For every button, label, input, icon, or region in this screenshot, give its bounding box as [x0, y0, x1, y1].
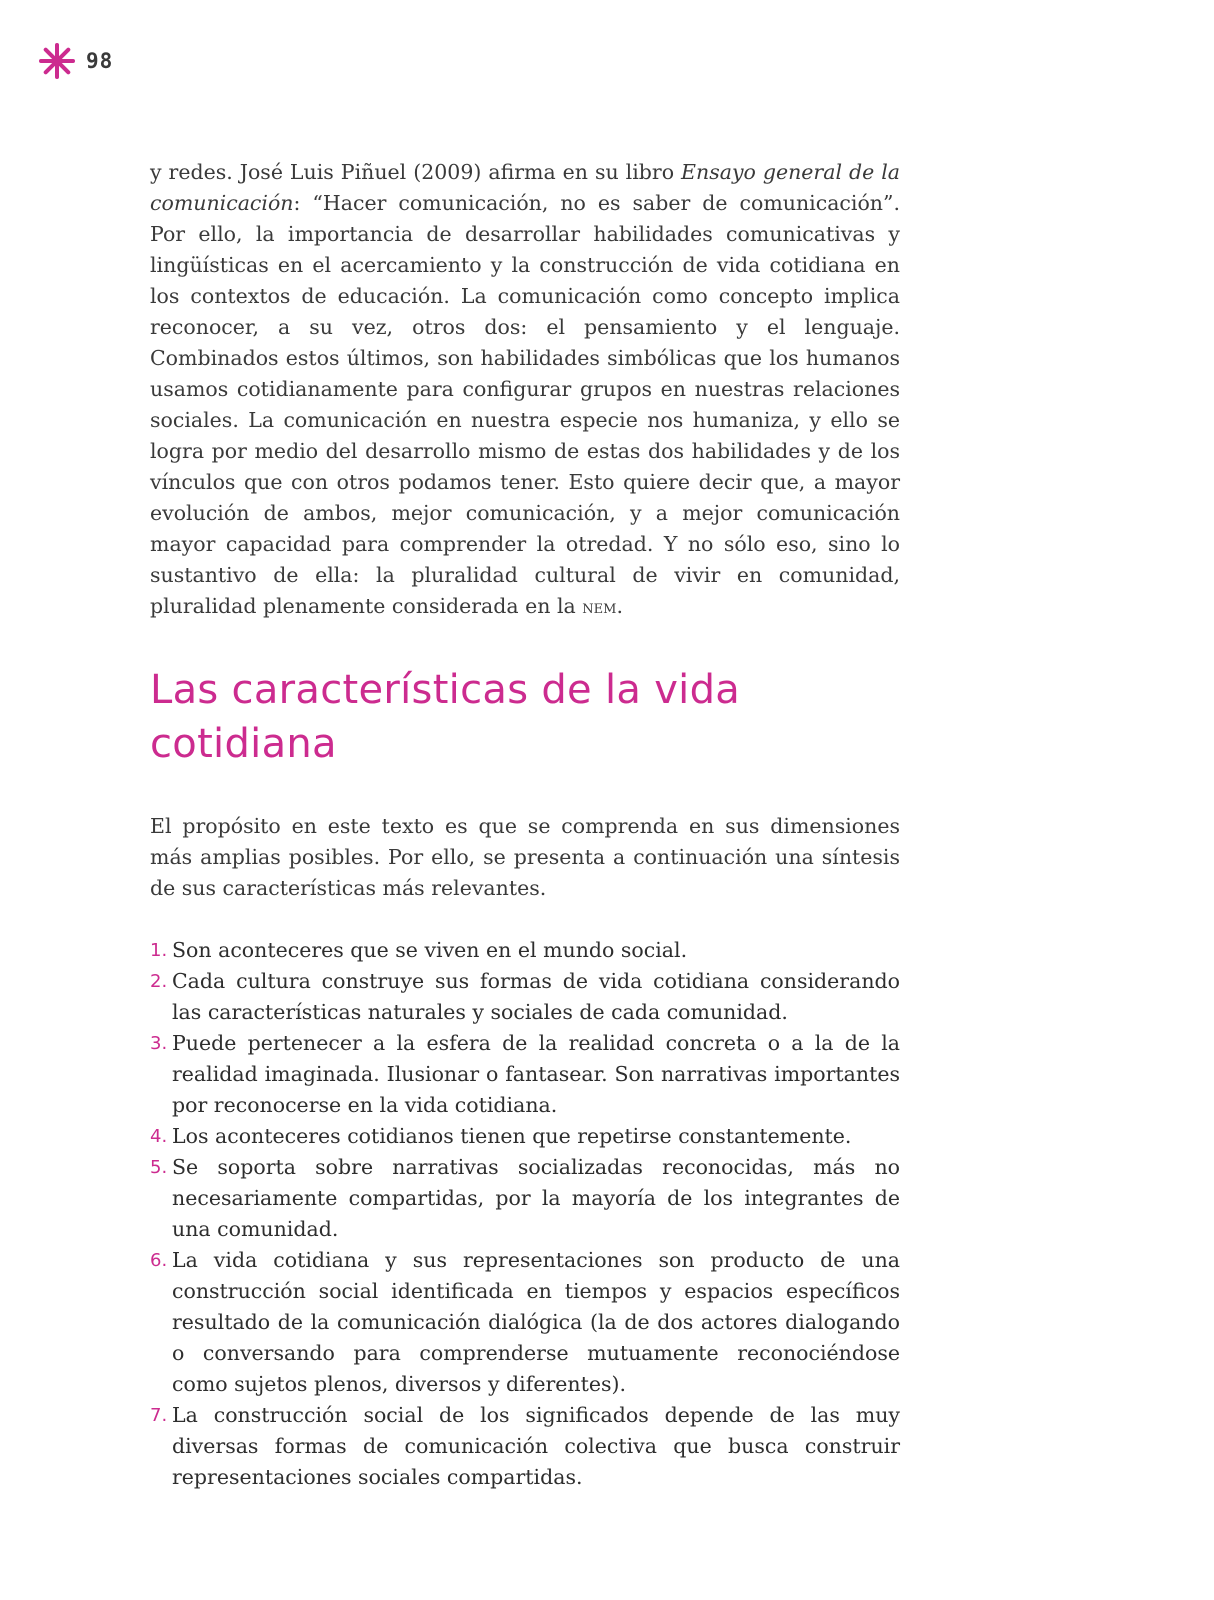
list-item-text: Son aconteceres que se viven en el mundo social. — [172, 938, 688, 962]
list-item-number: 2. — [150, 971, 168, 992]
page-header — [38, 42, 113, 80]
list-item-text: La construcción social de los significados depende de las muy diversas formas de comunicación colectiva que busca construir representaciones sociales compartidas. — [172, 1403, 900, 1489]
section-title: Las características de la vida cotidiana — [150, 667, 741, 767]
page-number: 98 — [86, 49, 114, 73]
acronym-nem: nem — [582, 596, 617, 618]
list-item-number: 6. — [150, 1250, 168, 1271]
list-item — [150, 966, 900, 1028]
list-item — [150, 1121, 900, 1152]
list-item-text: Los aconteceres cotidianos tienen que repetirse constantemente. — [172, 1124, 852, 1148]
paragraph-text-end: . — [616, 594, 624, 618]
asterisk-icon — [38, 42, 76, 80]
book-title: Ensayo general de la comunicación — [150, 160, 900, 215]
list-item — [150, 935, 900, 966]
list-item-number: 7. — [150, 1405, 168, 1426]
list-item-text: Cada cultura construye sus formas de vida cotidiana considerando las características naturales y sociales de cada comunidad. — [172, 969, 900, 1024]
list-item-number: 3. — [150, 1033, 168, 1054]
list-item-number: 4. — [150, 1126, 168, 1147]
page-content — [150, 157, 900, 1493]
list-item — [150, 1400, 900, 1493]
list-item — [150, 1152, 900, 1245]
characteristics-list — [150, 935, 900, 1493]
intro-paragraph: El propósito en este texto es que se comprenda en sus dimensiones más amplias posibles. Por ello, se presenta a continuación una síntesis de sus características más relevantes. — [150, 814, 900, 900]
list-item-number: 1. — [150, 940, 168, 961]
list-item-text: Se soporta sobre narrativas socializadas reconocidas, más no necesariamente compartidas, por la mayoría de los integrantes de una comunidad. — [172, 1155, 900, 1241]
paragraph-text-start: y redes. José Luis Piñuel (2009) afirma en su libro — [150, 160, 682, 184]
list-item — [150, 1245, 900, 1400]
paragraph-text-middle: : “Hacer comunicación, no es saber de comunicación”. Por ello, la importancia de desarrollar habilidades comunicativas y lingüísticas en el acercamiento y la construcción de vida cotidiana en los contextos de educación. La comunicación como concepto implica reconocer, a su vez, otros dos: el pensamiento y el lenguaje. Combinados estos últimos, son habilidades simbólicas que los humanos usamos cotidianamente para configurar grupos en nuestras relaciones sociales. La comunicación en nuestra especie nos humaniza, y ello se logra por medio del desarrollo mismo de estas dos habilidades y de los vínculos que con otros podamos tener. Esto quiere decir que, a mayor evolución de ambos, mejor comunicación, y a mejor comunicación mayor capacidad para comprender la otredad. Y no sólo eso, sino lo sustantivo de ella: la pluralidad cultural de vivir en comunidad, pluralidad plenamente considerada en la — [150, 191, 900, 618]
list-item — [150, 1028, 900, 1121]
list-item-text: La vida cotidiana y sus representaciones son producto de una construcción social identificada en tiempos y espacios específicos resultado de la comunicación dialógica (la de dos actores dialogando o conversando para comprenderse mutuamente reconociéndose como sujetos plenos, diversos y diferentes). — [172, 1248, 900, 1396]
list-item-text: Puede pertenecer a la esfera de la realidad concreta o a la de la realidad imaginada. Ilusionar o fantasear. Son narrativas importantes por reconocerse en la vida cotidiana. — [172, 1031, 900, 1117]
list-item-number: 5. — [150, 1157, 168, 1178]
paragraph-body — [150, 157, 900, 623]
